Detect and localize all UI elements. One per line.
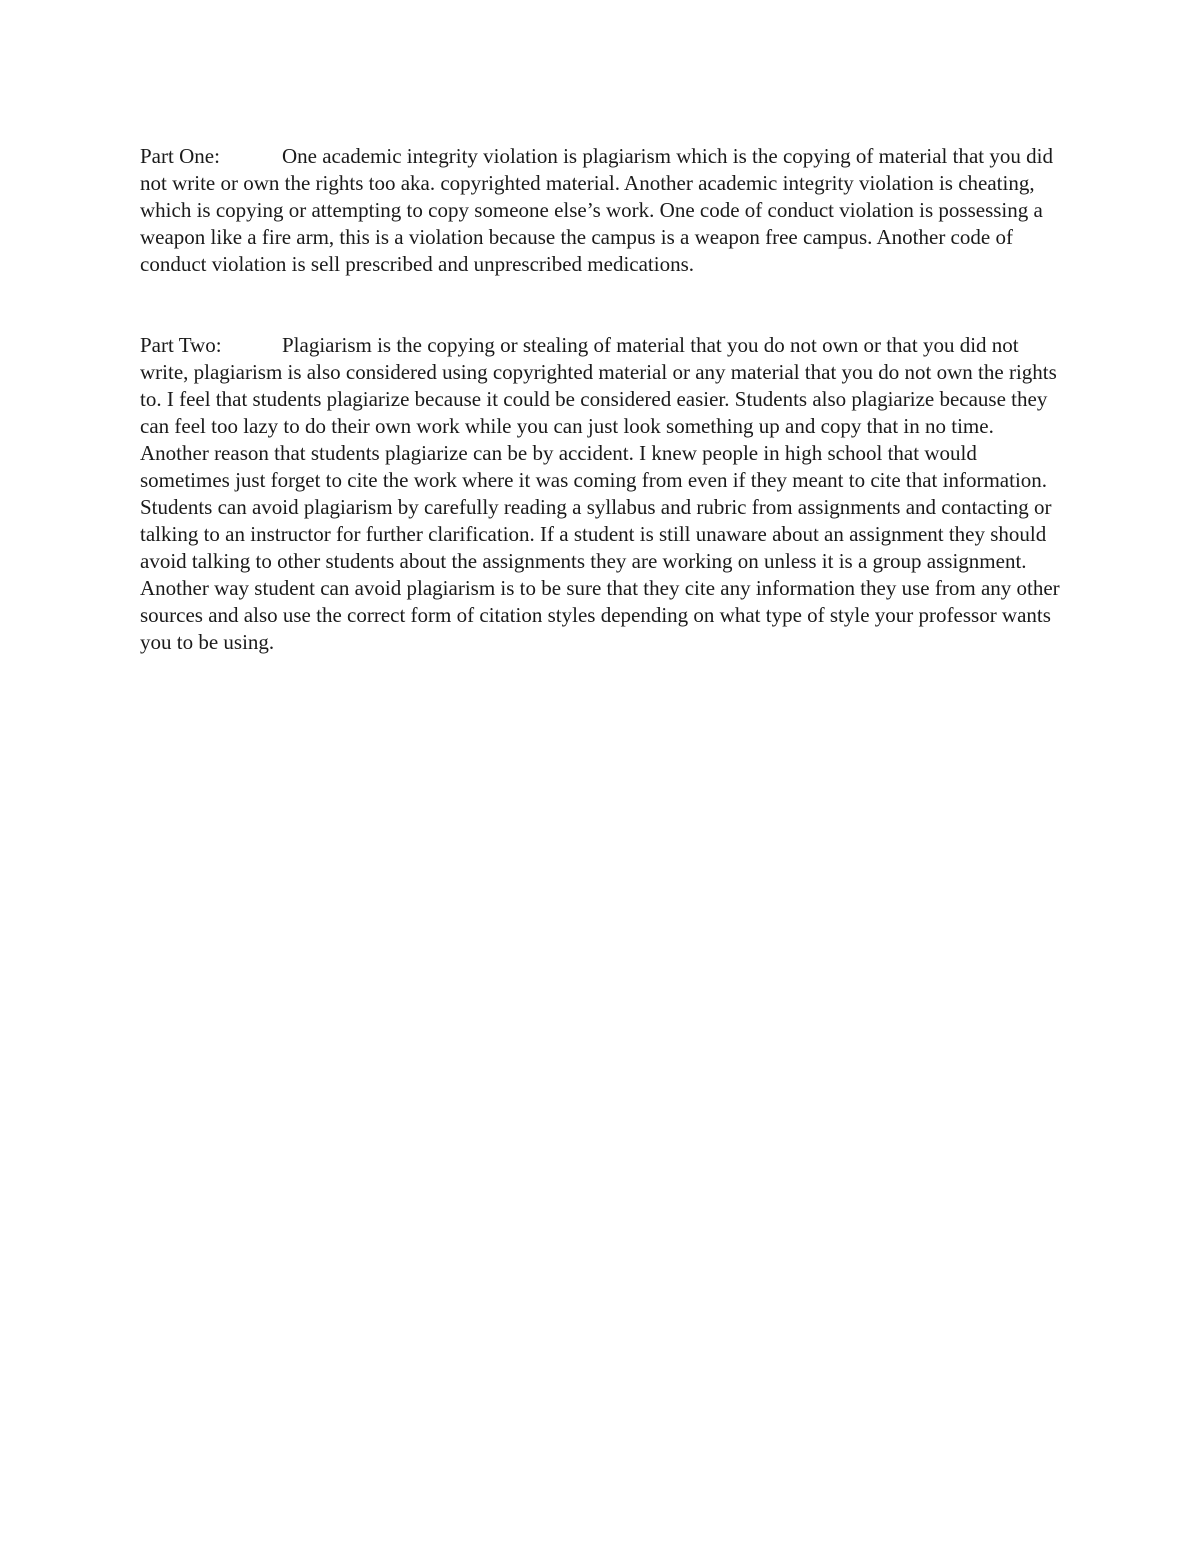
part-one-paragraph	[140, 143, 1060, 278]
part-one-text: One academic integrity violation is plagiarism which is the copying of material that you did not write or own the rights too aka. copyrighted material. Another academic integrity violation is cheating, which is copying or attempting to copy someone else’s work. One code of conduct violation is possessing a weapon like a fire arm, this is a violation because the campus is a weapon free campus. Another code of conduct violation is sell prescribed and unprescribed medications.	[140, 144, 1053, 276]
part-one-label: Part One:	[140, 144, 220, 168]
part-two-text: Plagiarism is the copying or stealing of material that you do not own or that you did not write, plagiarism is also considered using copyrighted material or any material that you do not own the rights to. I feel that students plagiarize because it could be considered easier. Students also plagiarize because they can feel too lazy to do their own work while you can just look something up and copy that in no time. Another reason that students plagiarize can be by accident. I knew people in high school that would sometimes just forget to cite the work where it was coming from even if they meant to cite that information. Students can avoid plagiarism by carefully reading a syllabus and rubric from assignments and contacting or talking to an instructor for further clarification. If a student is still unaware about an assignment they should avoid talking to other students about the assignments they are working on unless it is a group assignment. Another way student can avoid plagiarism is to be sure that they cite any information they use from any other sources and also use the correct form of citation styles depending on what type of style your professor wants you to be using.	[140, 333, 1060, 654]
part-two-paragraph	[140, 332, 1060, 656]
part-two-label: Part Two:	[140, 333, 222, 357]
